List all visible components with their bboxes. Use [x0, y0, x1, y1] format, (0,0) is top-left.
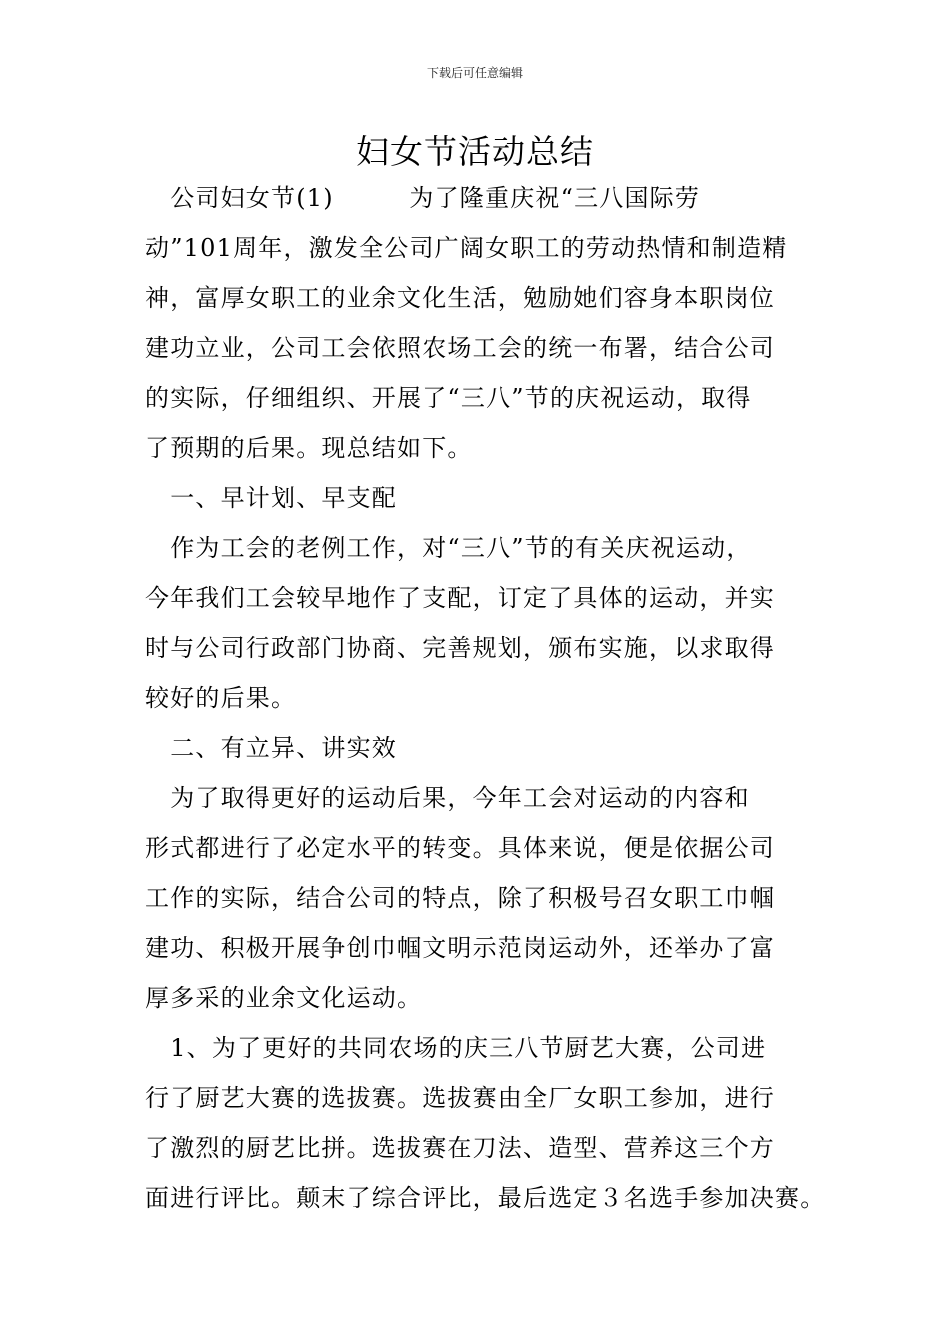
body-line: 工作的实际，结合公司的特点，除了积极号召女职工巾帼	[145, 884, 775, 912]
section-heading: 二、有立异、讲实效	[145, 734, 397, 762]
body-line: 1、为了更好的共同农场的庆三八节厨艺大赛，公司进	[145, 1034, 767, 1062]
body-line: 了激烈的厨艺比拼。选拔赛在刀法、造型、营养这三个方	[145, 1134, 775, 1162]
body-line: 较好的后果。	[145, 684, 297, 712]
body-line: 厚多采的业余文化运动。	[145, 984, 423, 1012]
body-line: 作为工会的老例工作，对“三八”节的有关庆祝运动，	[145, 534, 752, 562]
section-heading: 一、早计划、早支配	[145, 484, 397, 512]
body-line: 神，富厚女职工的业余文化生活，勉励她们容身本职岗位	[145, 284, 775, 312]
header-note: 下载后可任意编辑	[426, 66, 523, 80]
body-line: 今年我们工会较早地作了支配，订定了具体的运动，并实	[145, 584, 775, 612]
body-line: 的实际，仔细组织、开展了“三八”节的庆祝运动，取得	[145, 384, 752, 412]
body-line: 为了取得更好的运动后果，今年工会对运动的内容和	[145, 784, 750, 812]
document-title: 妇女节活动总结	[356, 132, 594, 171]
body-line: 了预期的后果。现总结如下。	[145, 434, 473, 462]
body-line: 建功立业，公司工会依照农场工会的统一布署，结合公司	[145, 334, 775, 362]
body-line: 建功、积极开展争创巾帼文明示范岗运动外，还举办了富	[145, 934, 775, 962]
body-line: 动”101周年，激发全公司广阔女职工的劳动热情和制造精	[145, 234, 788, 262]
body-line: 公司妇女节(1) 为了隆重庆祝“三八国际劳	[145, 184, 701, 212]
body-line: 形式都进行了必定水平的转变。具体来说，便是依据公司	[145, 834, 775, 862]
body-line: 时与公司行政部门协商、完善规划，颁布实施，以求取得	[145, 634, 775, 662]
body-line: 面进行评比。颠末了综合评比，最后选定３名选手参加决赛。	[145, 1184, 826, 1212]
body-line: 行了厨艺大赛的选拔赛。选拔赛由全厂女职工参加，进行	[145, 1084, 775, 1112]
